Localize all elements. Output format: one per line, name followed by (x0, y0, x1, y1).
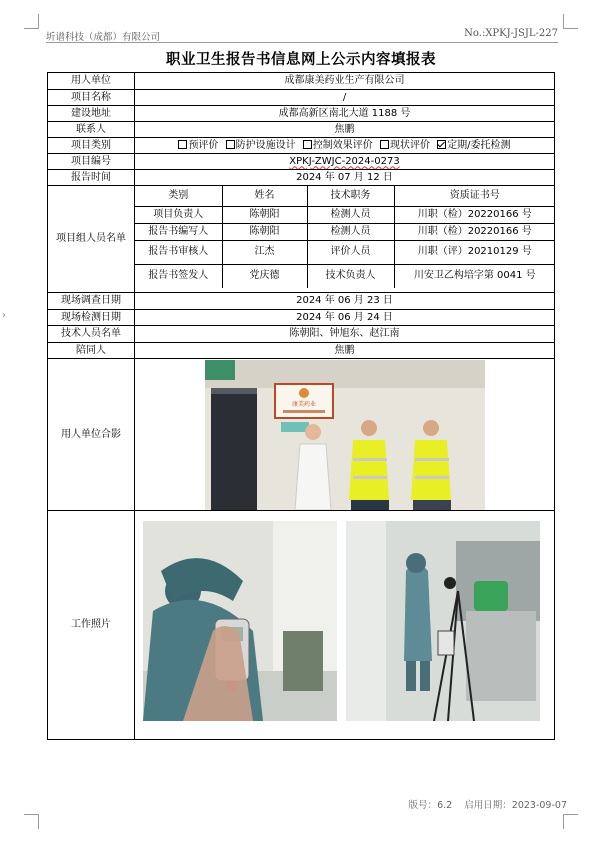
address-label: 建设地址 (48, 106, 135, 122)
team-table (135, 186, 555, 288)
work-photo-2 (346, 521, 540, 721)
employer-value: 成都康美药业生产有限公司 (135, 73, 555, 90)
footer-version: 6.2 (437, 800, 453, 811)
tech-staff-value: 陈朝阳、钟旭东、赵江南 (135, 326, 555, 343)
checkbox-icon[interactable] (303, 140, 312, 149)
crop-mark-top-left (24, 14, 39, 29)
team-cell-name: 江杰 (222, 240, 307, 264)
group-photo (205, 360, 485, 510)
team-header-name: 姓名 (222, 186, 307, 206)
team-cell-cert: 川职（检）20220166 号 (394, 223, 555, 240)
footer (409, 797, 567, 811)
work-photo-label: 工作照片 (48, 511, 135, 740)
table-row (135, 240, 555, 264)
team-cell-name: 党庆德 (222, 264, 307, 288)
team-cell-cert: 川安卫乙构培字第 0041 号 (394, 264, 555, 288)
team-header-cert: 资质证书号 (394, 186, 555, 206)
crop-mark-bottom-right (563, 814, 578, 829)
header-doc-number: No.:XPKJ-JSJL-227 (464, 28, 558, 39)
team-cell-title: 检测人员 (307, 206, 394, 223)
category-label: 项目类别 (48, 138, 135, 154)
checkbox-icon[interactable] (226, 140, 235, 149)
category-options (135, 138, 555, 154)
page-title: 职业卫生报告书信息网上公示内容填报表 (166, 52, 436, 68)
team-cell-cert: 川职（检）20220166 号 (394, 206, 555, 223)
project-name-value: / (135, 90, 555, 106)
team-cell-role: 报告书编写人 (135, 223, 222, 240)
crop-mark-bottom-left (24, 814, 39, 829)
team-label: 项目组人员名单 (48, 186, 135, 293)
group-photo-label: 用人单位合影 (48, 359, 135, 511)
footer-version-label: 版号： (408, 800, 438, 811)
project-no-text: XPKJ-ZWJC-2024-0273 (289, 155, 400, 167)
header-company: 圻谱科技（成都）有限公司 (46, 32, 161, 43)
chevron-right-icon[interactable]: › (2, 310, 6, 321)
survey-date-label: 现场调查日期 (48, 293, 135, 310)
team-cell (135, 186, 555, 293)
work-photo-cell (135, 511, 555, 740)
category-option-control-evaluation[interactable]: 控制效果评价 (303, 140, 373, 152)
team-cell-role: 报告书签发人 (135, 264, 222, 288)
checkbox-checked-icon[interactable] (437, 140, 446, 149)
escort-value: 焦鹏 (135, 343, 555, 359)
header-divider (46, 42, 558, 43)
category-option-pre-evaluation[interactable]: 预评价 (178, 140, 218, 152)
team-cell-role: 项目负责人 (135, 206, 222, 223)
disclosure-form-table (47, 72, 555, 740)
survey-date-value: 2024 年 06 月 23 日 (135, 293, 555, 310)
footer-date-label: 启用日期： (464, 800, 512, 811)
team-cell-cert: 川职（评）20210129 号 (394, 240, 555, 264)
team-cell-role: 报告书审核人 (135, 240, 222, 264)
group-photo-cell (135, 359, 555, 511)
category-option-status-evaluation[interactable]: 现状评价 (380, 140, 430, 152)
report-time-value: 2024 年 07 月 12 日 (135, 170, 555, 186)
test-date-value: 2024 年 06 月 24 日 (135, 310, 555, 326)
work-photo-1 (143, 521, 337, 721)
project-no-label: 项目编号 (48, 154, 135, 170)
project-name-label: 项目名称 (48, 90, 135, 106)
wall-sign-text: 康美药业 (291, 400, 316, 408)
table-row (135, 206, 555, 223)
checkbox-icon[interactable] (178, 140, 187, 149)
team-cell-title: 技术负责人 (307, 264, 394, 288)
table-row (135, 223, 555, 240)
crop-mark-top-right (563, 14, 578, 29)
team-header-title: 技术职务 (307, 186, 394, 206)
contact-value: 焦鹏 (135, 122, 555, 138)
employer-label: 用人单位 (48, 73, 135, 90)
team-cell-name: 陈朝阳 (222, 206, 307, 223)
category-option-periodic-testing[interactable]: 定期/委托检测 (437, 140, 510, 152)
team-cell-name: 陈朝阳 (222, 223, 307, 240)
team-cell-title: 检测人员 (307, 223, 394, 240)
footer-date: 2023-09-07 (511, 800, 567, 811)
table-row (135, 264, 555, 288)
team-cell-title: 评价人员 (307, 240, 394, 264)
test-date-label: 现场检测日期 (48, 310, 135, 326)
address-value: 成都高新区南北大道 1188 号 (135, 106, 555, 122)
team-header-category: 类别 (135, 186, 222, 206)
checkbox-icon[interactable] (380, 140, 389, 149)
escort-label: 陪同人 (48, 343, 135, 359)
contact-label: 联系人 (48, 122, 135, 138)
project-no-value (135, 154, 555, 170)
tech-staff-label: 技术人员名单 (48, 326, 135, 343)
report-time-label: 报告时间 (48, 170, 135, 186)
category-option-protection-design[interactable]: 防护设施设计 (226, 140, 296, 152)
